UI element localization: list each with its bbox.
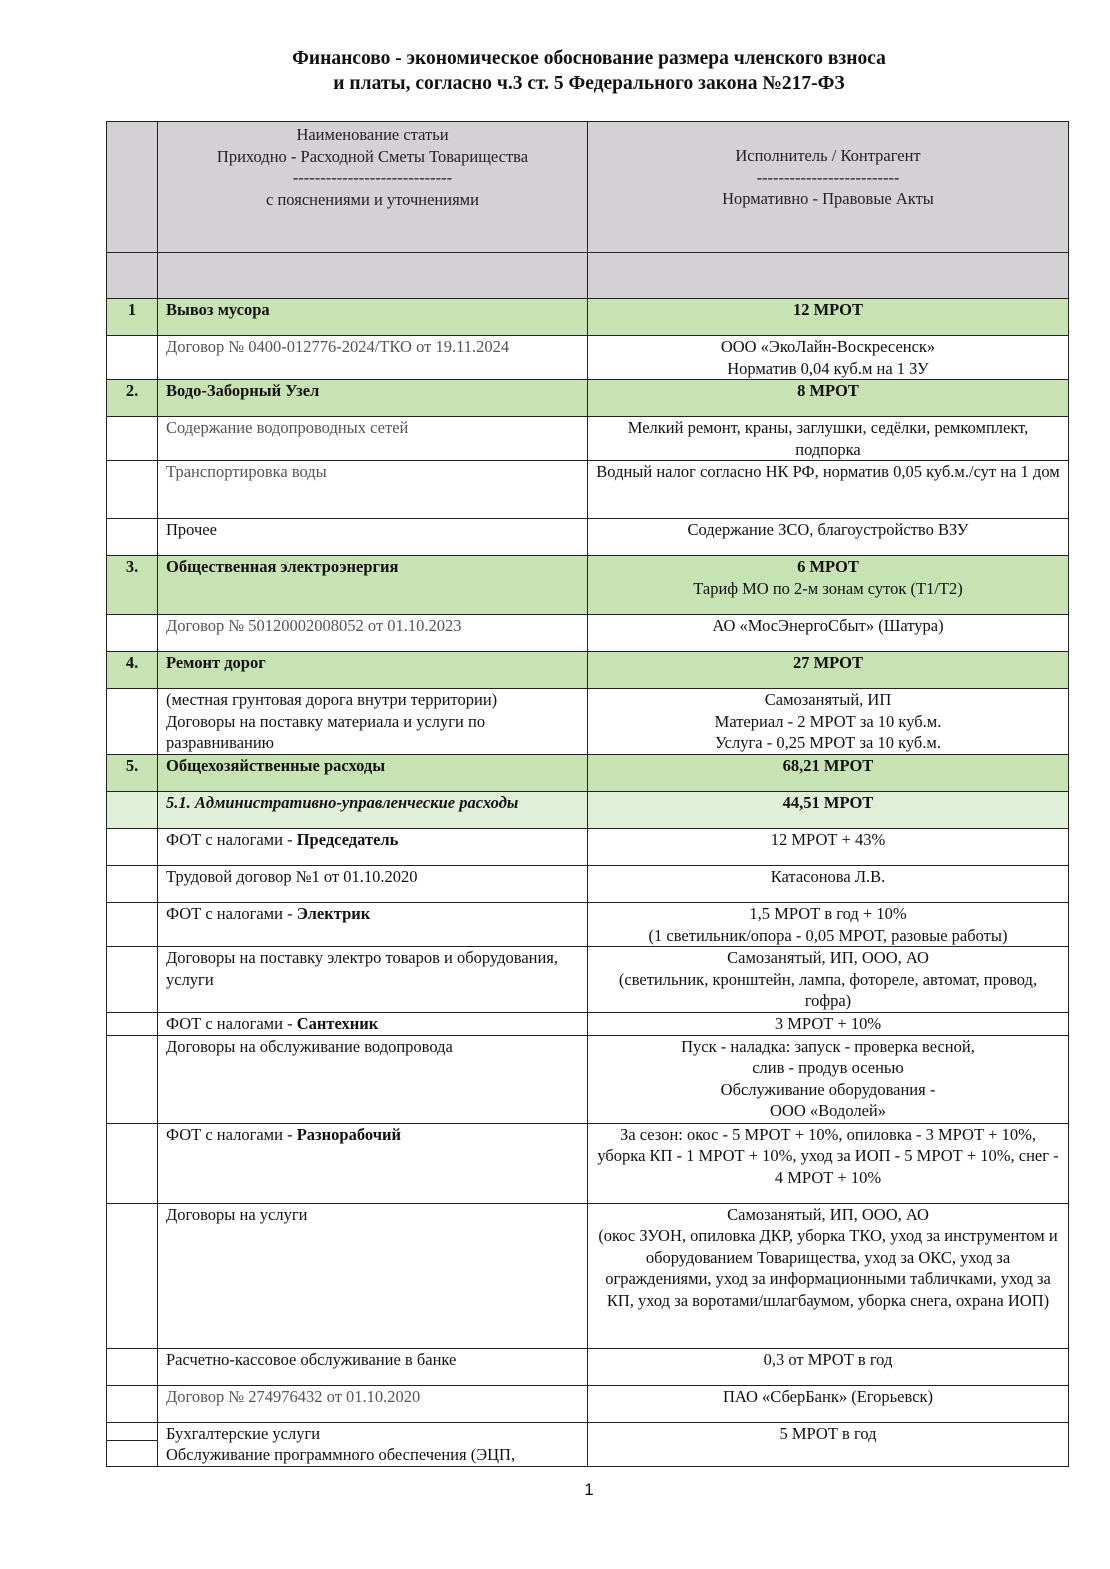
split-num-cell	[107, 1422, 158, 1466]
section-amount: 8 МРОТ	[588, 380, 1069, 417]
header-text: с пояснениями и уточнениями	[266, 189, 479, 209]
section-title: Ремонт дорог	[158, 652, 588, 689]
value-line: 1,5 МРОТ в год + 10%	[749, 904, 907, 923]
role-name: Электрик	[296, 904, 371, 923]
row-name: Договор № 274976432 от 01.10.2020	[158, 1385, 588, 1422]
header-text: Приходно - Расходной Сметы Товарищества	[216, 146, 529, 166]
row-value	[588, 689, 1069, 755]
header-text: Нормативно - Правовые Акты	[722, 189, 934, 208]
header-text: Исполнитель / Контрагент	[735, 146, 921, 165]
section-row	[107, 556, 1069, 615]
table-row	[107, 947, 1069, 1013]
table-row	[107, 1123, 1069, 1203]
section-number: 4.	[107, 652, 158, 689]
title-line-1: Финансово - экономическое обоснование размера членского взноса	[292, 48, 886, 69]
role-name: Сантехник	[296, 1014, 379, 1033]
budget-table	[106, 121, 1069, 1467]
row-name: Транспортировка воды	[158, 461, 588, 519]
header-num-cell	[107, 122, 158, 253]
row-value: 5 МРОТ в год	[588, 1422, 1069, 1466]
header-divider: -----------------------------	[292, 168, 453, 187]
value-line: (светильник, кронштейн, лампа, фотореле, автомат, провод, гофра)	[618, 969, 1038, 1010]
row-name: Договоры на услуги	[158, 1203, 588, 1348]
row-name	[158, 1123, 588, 1203]
name-line: Бухгалтерские услуги	[166, 1423, 321, 1443]
value-line: слив - продув осенью	[752, 1058, 904, 1077]
table-row	[107, 1422, 1069, 1466]
value-line: Самозанятый, ИП	[764, 690, 892, 709]
row-value: Катасонова Л.В.	[588, 866, 1069, 903]
section-title: Вывоз мусора	[158, 299, 588, 336]
role-name: Разнорабочий	[296, 1124, 402, 1144]
row-value: 3 МРОТ + 10%	[588, 1013, 1069, 1036]
name-prefix: ФОТ с налогами -	[166, 830, 297, 849]
table-row	[107, 829, 1069, 866]
row-value: Мелкий ремонт, краны, заглушки, седёлки, ремкомплект, подпорка	[588, 417, 1069, 461]
title-line-2: и платы, согласно ч.3 ст. 5 Федерального закона №217-ФЗ	[333, 73, 845, 94]
value-line: (окос ЗУОН, опиловка ДКР, уборка ТКО, уход за инструментом и оборудованием Товарищества, уход за ОКС, уход за ограждениями, уход за информационными табличками, уход за КП, уход за воротами/шлагбаумом, уборка снега, охрана ИОП)	[598, 1226, 1058, 1310]
name-prefix: ФОТ с налогами -	[166, 904, 297, 923]
header-divider: --------------------------	[756, 167, 900, 187]
table-row	[107, 417, 1069, 461]
table-row	[107, 903, 1069, 947]
subsection-title: 5.1. Административно-управленческие расходы	[158, 792, 588, 829]
tariff-note: Тариф МО по 2-м зонам суток (Т1/Т2)	[693, 578, 963, 598]
table-row	[107, 336, 1069, 380]
section-amount: 68,21 МРОТ	[588, 755, 1069, 792]
name-prefix: ФОТ с налогами -	[166, 1124, 297, 1144]
row-name	[158, 829, 588, 866]
row-name	[158, 903, 588, 947]
value-line: Норматив 0,04 куб.м на 1 ЗУ	[727, 358, 929, 378]
table-row	[107, 1013, 1069, 1036]
role-name: Председатель	[296, 830, 399, 849]
header-text: Наименование статьи	[296, 125, 449, 144]
name-line: Договоры на поставку материала и услуги по разравниванию	[166, 711, 486, 752]
table-row	[107, 615, 1069, 652]
row-value: 0,3 от МРОТ в год	[588, 1348, 1069, 1385]
row-value: АО «МосЭнергоСбыт» (Шатура)	[588, 615, 1069, 652]
table-row	[107, 519, 1069, 556]
table-row	[107, 1385, 1069, 1422]
row-name: Договоры на поставку электро товаров и оборудования, услуги	[158, 947, 588, 1013]
section-title: Водо-Заборный Узел	[158, 380, 588, 417]
section-amount: 12 МРОТ	[588, 299, 1069, 336]
row-value: ПАО «СберБанк» (Егорьевск)	[588, 1385, 1069, 1422]
table-row	[107, 866, 1069, 903]
row-value: Водный налог согласно НК РФ, норматив 0,05 куб.м./сут на 1 дом	[588, 461, 1069, 519]
section-number: 1	[107, 299, 158, 336]
table-row	[107, 1203, 1069, 1348]
document-title	[0, 46, 1110, 96]
row-name: Договоры на обслуживание водопровода	[158, 1035, 588, 1123]
row-name	[158, 1013, 588, 1036]
table-row	[107, 461, 1069, 519]
section-title: Общественная электроэнергия	[158, 556, 588, 615]
header-article-cell	[158, 122, 588, 253]
section-row	[107, 652, 1069, 689]
row-name: Договор № 0400-012776-2024/ТКО от 19.11.2024	[158, 336, 588, 380]
row-name	[158, 689, 588, 755]
row-value	[588, 1035, 1069, 1123]
page-number: 1	[584, 1480, 594, 1499]
row-name: Трудовой договор №1 от 01.10.2020	[158, 866, 588, 903]
value-line: Самозанятый, ИП, ООО, АО	[727, 948, 929, 967]
row-value: За сезон: окос - 5 МРОТ + 10%, опиловка - 3 МРОТ + 10%, уборка КП - 1 МРОТ + 10%, уход за ИОП - 5 МРОТ + 10%, снег - 4 МРОТ + 10%	[588, 1123, 1069, 1203]
value-line: ООО «ЭкоЛайн-Воскресенск»	[720, 337, 936, 356]
table-row	[107, 1035, 1069, 1123]
name-line: (местная грунтовая дорога внутри территории)	[166, 690, 498, 709]
section-amount	[588, 556, 1069, 615]
header-contractor-cell	[588, 122, 1069, 253]
section-amount: 27 МРОТ	[588, 652, 1069, 689]
table-header-row	[107, 122, 1069, 253]
subsection-row	[107, 792, 1069, 829]
row-value	[588, 336, 1069, 380]
row-value: Содержание ЗСО, благоустройство ВЗУ	[588, 519, 1069, 556]
row-name: Содержание водопроводных сетей	[158, 417, 588, 461]
row-name	[158, 1422, 588, 1466]
value-line: ООО «Водолей»	[770, 1101, 886, 1120]
row-name: Расчетно-кассовое обслуживание в банке	[158, 1348, 588, 1385]
value-line: Самозанятый, ИП, ООО, АО	[727, 1204, 929, 1224]
section-row	[107, 380, 1069, 417]
value-line: Пуск - наладка: запуск - проверка весной,	[681, 1036, 975, 1056]
name-line: Обслуживание программного обеспечения (ЭЦП,	[166, 1445, 516, 1464]
row-name: Прочее	[158, 519, 588, 556]
section-number: 2.	[107, 380, 158, 417]
amount: 6 МРОТ	[797, 557, 859, 576]
section-number: 5.	[107, 755, 158, 792]
value-line: (1 светильник/опора - 0,05 МРОТ, разовые работы)	[648, 925, 1008, 945]
row-value	[588, 1203, 1069, 1348]
row-name: Договор № 50120002008052 от 01.10.2023	[158, 615, 588, 652]
table-row	[107, 689, 1069, 755]
row-value	[588, 903, 1069, 947]
row-value	[588, 947, 1069, 1013]
value-line: Услуга - 0,25 МРОТ за 10 куб.м.	[714, 733, 941, 752]
section-row	[107, 755, 1069, 792]
row-value: 12 МРОТ + 43%	[588, 829, 1069, 866]
section-number: 3.	[107, 556, 158, 615]
value-line: Обслуживание оборудования -	[720, 1079, 936, 1099]
table-row	[107, 1348, 1069, 1385]
value-line: Материал - 2 МРОТ за 10 куб.м.	[714, 711, 942, 731]
subsection-amount: 44,51 МРОТ	[588, 792, 1069, 829]
section-title: Общехозяйственные расходы	[158, 755, 588, 792]
section-row	[107, 299, 1069, 336]
table-header-spacer-row	[107, 253, 1069, 299]
name-prefix: ФОТ с налогами -	[166, 1014, 297, 1033]
